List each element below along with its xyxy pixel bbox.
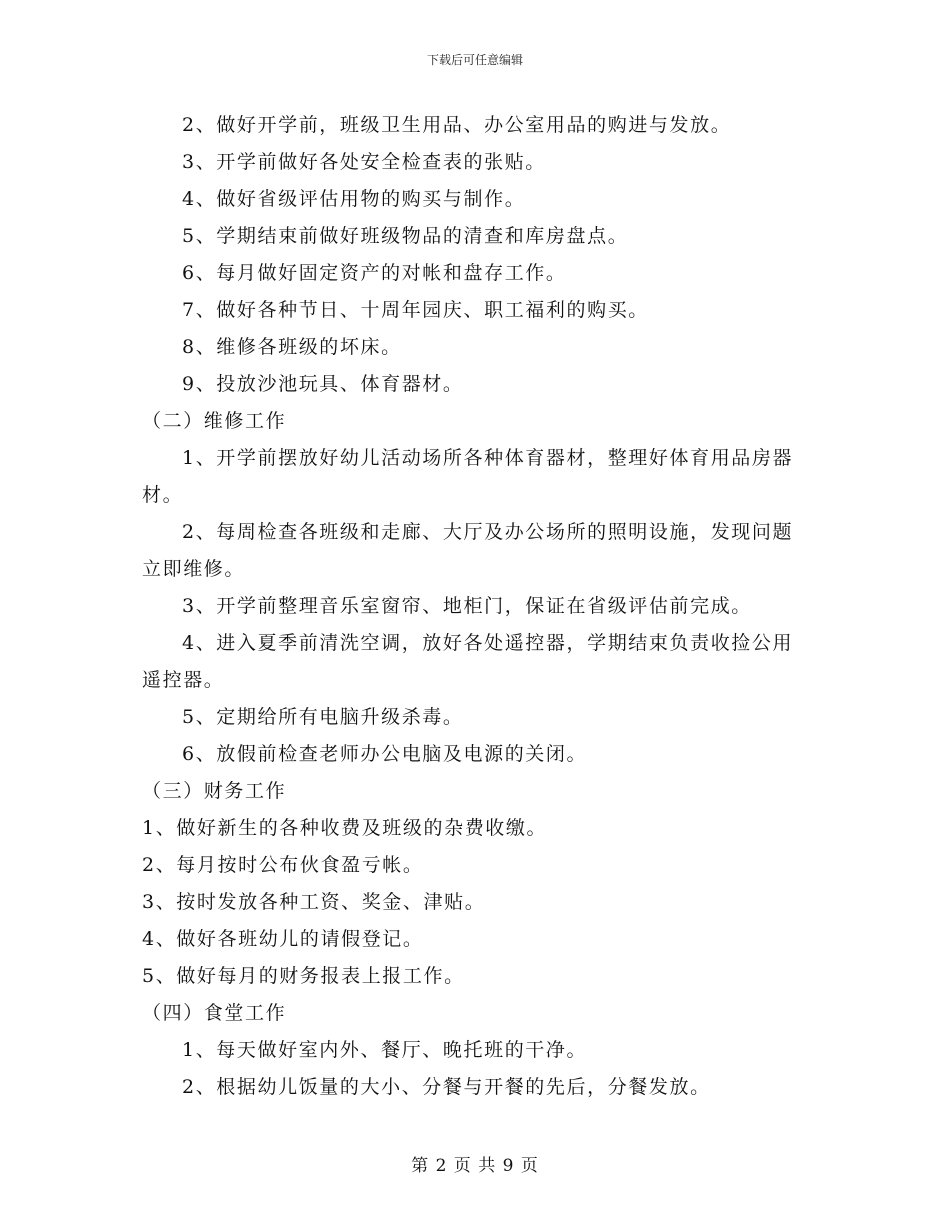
list-item: 1、每天做好室内外、餐厅、晚托班的干净。: [182, 1039, 588, 1061]
list-item: 3、按时发放各种工资、奖金、津贴。: [142, 891, 486, 913]
page-number: 第 2 页 共 9 页: [411, 1156, 539, 1176]
list-item: 1、做好新生的各种收费及班级的杂费收缴。: [142, 817, 548, 839]
list-item: 5、定期给所有电脑升级杀毒。: [182, 706, 464, 728]
list-item: 2、每周检查各班级和走廊、大厅及办公场所的照明设施，发现问题立即维修。: [142, 521, 794, 580]
list-item: 5、做好每月的财务报表上报工作。: [142, 965, 465, 987]
list-item: 9、投放沙池玩具、体育器材。: [182, 373, 464, 395]
list-item: 1、开学前摆放好幼儿活动场所各种体育器材，整理好体育用品房器材。: [142, 447, 794, 506]
list-item: 3、开学前做好各处安全检查表的张贴。: [182, 151, 546, 173]
section-heading-canteen: （四）食堂工作: [142, 1002, 287, 1024]
list-item: 2、做好开学前，班级卫生用品、办公室用品的购进与发放。: [182, 114, 732, 136]
list-item: 5、学期结束前做好班级物品的清查和库房盘点。: [182, 225, 629, 247]
header-note: 下载后可任意编辑: [426, 53, 523, 67]
list-item: 2、根据幼儿饭量的大小、分餐与开餐的先后，分餐发放。: [182, 1076, 711, 1098]
list-item: 3、开学前整理音乐室窗帘、地柜门，保证在省级评估前完成。: [182, 595, 752, 617]
section-heading-maintenance: （二）维修工作: [142, 410, 287, 432]
document-body: [142, 107, 810, 1106]
list-item: 6、放假前检查老师办公电脑及电源的关闭。: [182, 743, 588, 765]
list-item: 7、做好各种节日、十周年园庆、职工福利的购买。: [182, 299, 649, 321]
list-item: 4、进入夏季前清洗空调，放好各处遥控器，学期结束负责收捡公用遥控器。: [142, 632, 794, 691]
list-item: 2、每月按时公布伙食盈亏帐。: [142, 854, 424, 876]
list-item: 8、维修各班级的坏床。: [182, 336, 402, 358]
section-heading-finance: （三）财务工作: [142, 780, 287, 802]
list-item: 4、做好各班幼儿的请假登记。: [142, 928, 424, 950]
list-item: 4、做好省级评估用物的购买与制作。: [182, 188, 526, 210]
list-item: 6、每月做好固定资产的对帐和盘存工作。: [182, 262, 567, 284]
